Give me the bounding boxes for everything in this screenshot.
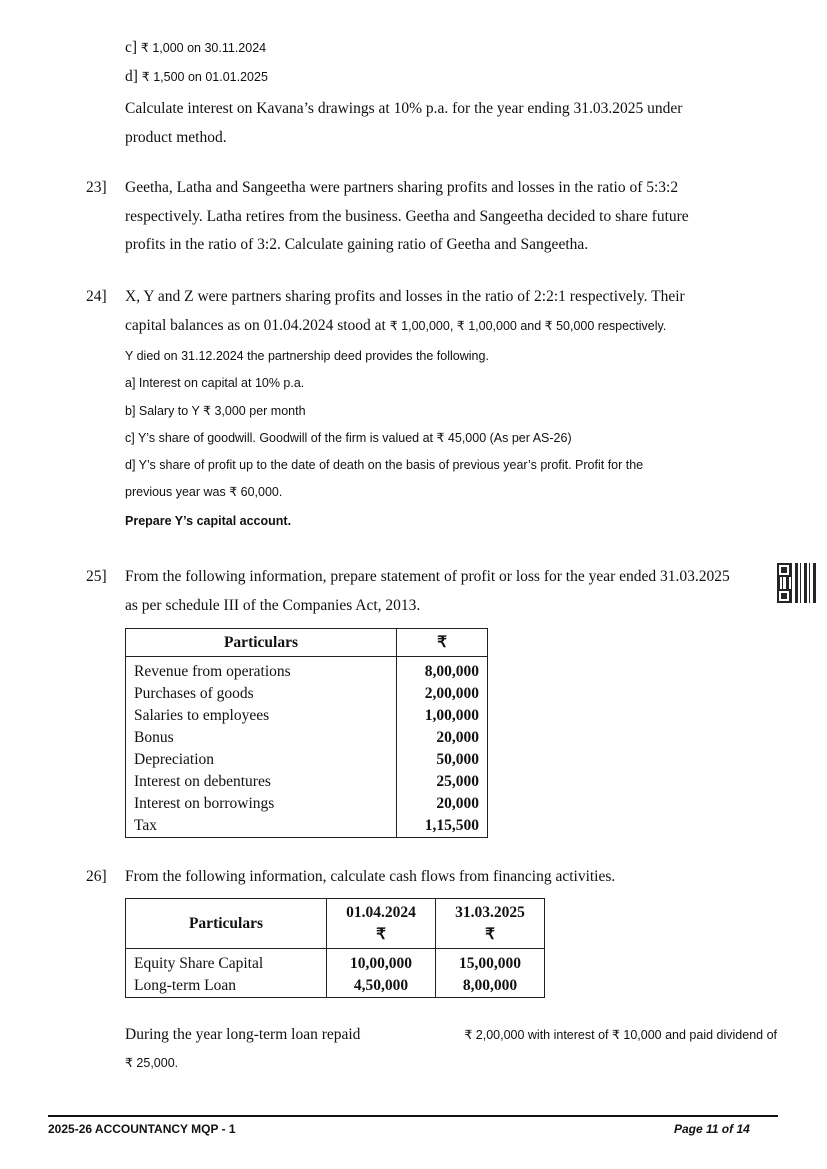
q22-option-d: [125, 67, 268, 87]
particulars-cell: Revenue from operations: [126, 657, 397, 684]
particulars-cell: Tax: [126, 815, 397, 838]
particulars-cell: Equity Share Capital: [126, 949, 327, 976]
amount-cell: 8,00,000: [397, 657, 488, 684]
header-2025: [436, 899, 545, 949]
q24-text: X, Y and Z were partners sharing profits and losses in the ratio of 2:2:1 respectively. Their: [125, 288, 685, 305]
label: c]: [125, 39, 141, 56]
amount-cell: 1,00,000: [397, 705, 488, 727]
table-row: [126, 949, 545, 976]
header-2024: [327, 899, 436, 949]
profit-loss-table: [125, 628, 488, 838]
particulars-cell: Interest on borrowings: [126, 793, 397, 815]
table-row: [126, 683, 488, 705]
q24-instruction: Prepare Y’s capital account.: [125, 514, 292, 528]
table-row: [126, 727, 488, 749]
particulars-cell: Depreciation: [126, 749, 397, 771]
q24-item: Y died on 31.12.2024 the partnership deed provides the following.: [125, 349, 489, 363]
q24-item: c] Y’s share of goodwill. Goodwill of the firm is valued at ₹ 45,000 (As per AS-26): [125, 431, 572, 445]
text: During the year long-term loan repaid: [125, 1026, 361, 1043]
q22-option-c: [125, 38, 266, 58]
amount-cell: 15,00,000: [436, 949, 545, 976]
particulars-cell: Purchases of goods: [126, 683, 397, 705]
amount-cell: 20,000: [397, 727, 488, 749]
value: ₹ 1,000 on 30.11.2024: [140, 41, 267, 55]
header-particulars: Particulars: [126, 629, 397, 657]
text: ₹ 1,00,000, ₹ 1,00,000 and ₹ 50,000 respectively.: [389, 319, 667, 333]
footer-title: 2025-26 ACCOUNTANCY MQP - 1: [48, 1122, 236, 1136]
q22-text: Calculate interest on Kavana’s drawings at 10% p.a. for the year ending 31.03.2025 under: [125, 100, 683, 117]
q24-text: [125, 316, 666, 336]
particulars-cell: Bonus: [126, 727, 397, 749]
q23-text: Geetha, Latha and Sangeetha were partners sharing profits and losses in the ratio of 5:3:2: [125, 179, 679, 196]
header-amount: ₹: [397, 629, 488, 657]
amount-cell: 4,50,000: [327, 975, 436, 998]
question-number: 25]: [86, 568, 107, 585]
header-particulars: Particulars: [126, 899, 327, 949]
cash-flow-table: [125, 898, 545, 998]
date: 31.03.2025: [455, 903, 525, 921]
value: ₹ 1,500 on 01.01.2025: [141, 70, 268, 84]
qr-code-icon: [777, 563, 817, 603]
amount-cell: 8,00,000: [436, 975, 545, 998]
amount-cell: 20,000: [397, 793, 488, 815]
table-row: [126, 771, 488, 793]
question-number: 26]: [86, 868, 107, 885]
date: 01.04.2024: [346, 903, 416, 921]
question-number: 24]: [86, 288, 107, 305]
q25-text: From the following information, prepare statement of profit or loss for the year ended 31.03.2025: [125, 568, 730, 585]
unit: ₹: [485, 925, 495, 943]
q24-item: previous year was ₹ 60,000.: [125, 485, 283, 499]
q23-text: profits in the ratio of 3:2. Calculate gaining ratio of Geetha and Sangeetha.: [125, 236, 589, 253]
amount-cell: 25,000: [397, 771, 488, 793]
question-number: 23]: [86, 179, 107, 196]
particulars-cell: Long-term Loan: [126, 975, 327, 998]
q23-text: respectively. Latha retires from the business. Geetha and Sangeetha decided to share future: [125, 208, 689, 225]
text: capital balances as on 01.04.2024 stood at: [125, 317, 390, 334]
unit: ₹: [376, 925, 386, 943]
q24-item: d] Y’s share of profit up to the date of death on the basis of previous year’s profit. Profit for the: [125, 458, 644, 472]
q26-paragraph: ₹ 25,000.: [125, 1056, 179, 1070]
table-row: [126, 657, 488, 684]
amount-cell: 10,00,000: [327, 949, 436, 976]
footer-divider: [48, 1115, 778, 1117]
amount-cell: 2,00,000: [397, 683, 488, 705]
table-row: [126, 793, 488, 815]
page-number: Page 11 of 14: [674, 1122, 750, 1136]
q22-text: product method.: [125, 129, 227, 146]
amount-cell: 1,15,500: [397, 815, 488, 838]
q26-paragraph: [125, 1025, 777, 1045]
text: ₹ 2,00,000 with interest of ₹ 10,000 and paid dividend of: [464, 1028, 777, 1042]
q24-item: b] Salary to Y ₹ 3,000 per month: [125, 404, 306, 418]
table-row: [126, 815, 488, 838]
q26-text: From the following information, calculate cash flows from financing activities.: [125, 868, 616, 885]
particulars-cell: Salaries to employees: [126, 705, 397, 727]
table-row: [126, 705, 488, 727]
q25-text: as per schedule III of the Companies Act, 2013.: [125, 597, 421, 614]
table-row: [126, 975, 545, 998]
table-row: [126, 749, 488, 771]
particulars-cell: Interest on debentures: [126, 771, 397, 793]
q24-item: a] Interest on capital at 10% p.a.: [125, 376, 305, 390]
label: d]: [125, 68, 142, 85]
amount-cell: 50,000: [397, 749, 488, 771]
